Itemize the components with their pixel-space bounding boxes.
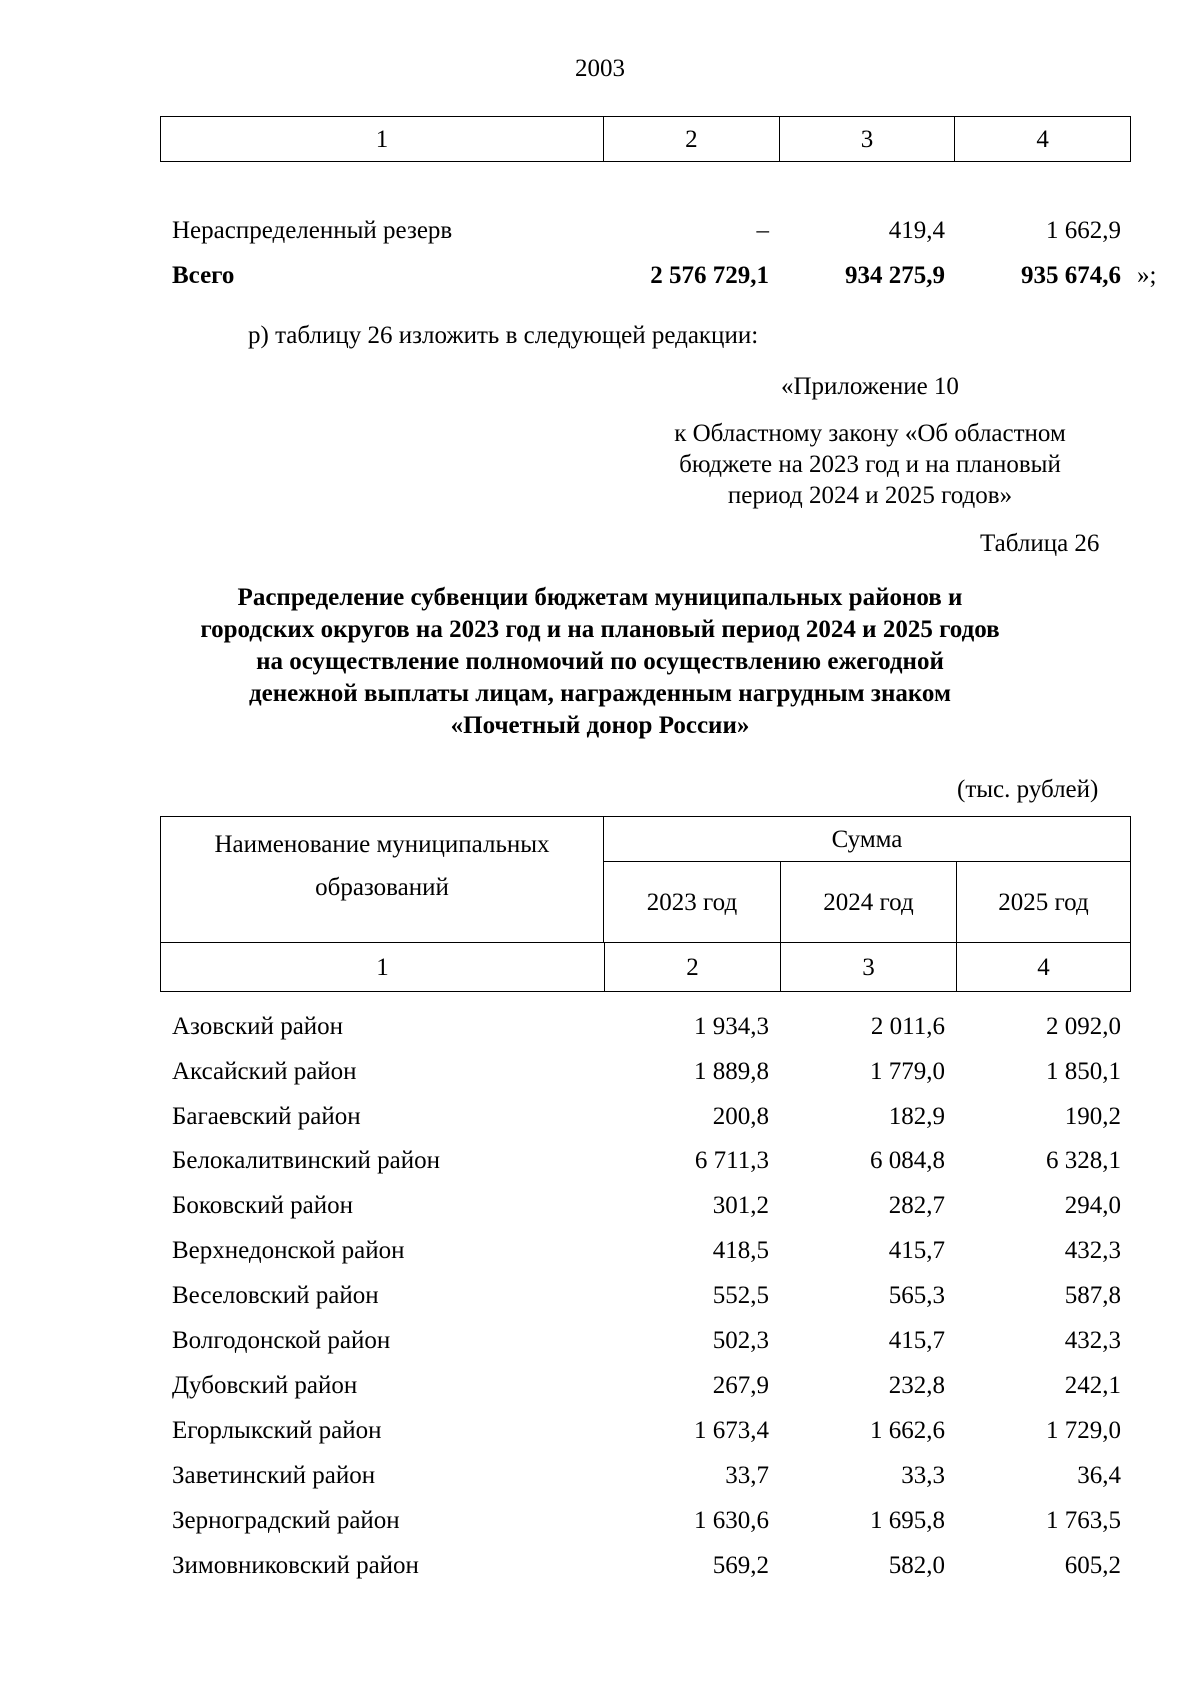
year-header-2025: 2025 год	[956, 862, 1130, 942]
value-2023: 301,2	[712, 1192, 769, 1219]
district-name: Заветинский район	[172, 1462, 376, 1489]
value-2024: 1 662,6	[870, 1417, 945, 1444]
value-2024: 2 011,6	[870, 1013, 945, 1040]
value-2024: 419,4	[888, 217, 945, 244]
district-name: Веселовский район	[172, 1282, 379, 1309]
top-column-number: 1	[375, 125, 389, 153]
law-reference-line: бюджете на 2023 год и на плановый	[679, 451, 1061, 478]
table-title-line: городских округов на 2023 год и на плановый период 2024 и 2025 годов	[200, 616, 1000, 643]
value-2025: 1 763,5	[1046, 1507, 1121, 1534]
value-2024: 282,7	[888, 1192, 945, 1219]
law-reference	[640, 418, 1100, 511]
table-row	[160, 1104, 1131, 1136]
value-2025: 36,4	[1077, 1462, 1121, 1489]
year-header-2024: 2024 год	[780, 862, 956, 942]
district-name: Азовский район	[172, 1013, 344, 1040]
column-number-row	[161, 942, 1130, 991]
value-2024: 1 695,8	[870, 1507, 945, 1534]
value-2025: 432,3	[1064, 1237, 1121, 1264]
summary-row-reserve	[160, 218, 1131, 250]
column-number: 1	[376, 953, 389, 981]
value-2025: 242,1	[1064, 1372, 1121, 1399]
district-name: Аксайский район	[172, 1058, 357, 1085]
column-number: 4	[956, 943, 1130, 991]
value-2025: 1 729,0	[1046, 1417, 1121, 1444]
value-2025: 190,2	[1064, 1103, 1121, 1130]
top-column-number: 3	[779, 117, 955, 161]
law-reference-line: период 2024 и 2025 годов»	[727, 482, 1013, 509]
table-row	[160, 1014, 1131, 1046]
district-name: Зерноградский район	[172, 1507, 400, 1534]
value-2025: 1 850,1	[1046, 1058, 1121, 1085]
value-2023: 569,2	[712, 1552, 769, 1579]
value-2023: 1 673,4	[694, 1417, 769, 1444]
table-row	[160, 1238, 1131, 1270]
table-title-line: на осуществление полномочий по осуществлению ежегодной	[256, 648, 944, 675]
value-2025: 432,3	[1064, 1327, 1121, 1354]
value-2025: 294,0	[1064, 1192, 1121, 1219]
value-2023: 1 934,3	[694, 1013, 769, 1040]
value-2024: 1 779,0	[870, 1058, 945, 1085]
table-label: Таблица 26	[980, 530, 1100, 557]
table-row	[160, 1328, 1131, 1360]
row-name: Всего	[172, 262, 235, 289]
name-header-line: образований	[315, 873, 449, 901]
table-title-line: денежной выплаты лицам, награжденным нагрудным знаком	[249, 680, 951, 707]
value-2023: 418,5	[712, 1237, 769, 1264]
summary-row-total	[160, 262, 1157, 295]
column-number: 2	[604, 943, 780, 991]
district-name: Дубовский район	[172, 1372, 358, 1399]
table-row	[160, 1373, 1131, 1405]
value-2025: 1 662,9	[1046, 217, 1121, 244]
value-2023: –	[756, 217, 769, 244]
district-name: Верхнедонской район	[172, 1237, 405, 1264]
district-name: Боковский район	[172, 1192, 353, 1219]
table-row	[160, 1463, 1131, 1495]
appendix-title: «Приложение 10	[781, 373, 959, 400]
district-name: Егорлыкский район	[172, 1417, 382, 1444]
value-2024: 33,3	[901, 1462, 945, 1489]
table-title	[0, 582, 1200, 742]
district-name: Зимовниковский район	[172, 1552, 419, 1579]
value-2024: 415,7	[888, 1237, 945, 1264]
value-2024: 582,0	[888, 1552, 945, 1579]
value-2023: 552,5	[712, 1282, 769, 1309]
name-column-header	[161, 817, 604, 942]
table-row	[160, 1148, 1131, 1180]
law-reference-line: к Областному закону «Об областном	[674, 420, 1066, 447]
table-header	[160, 816, 1131, 992]
value-2025: 587,8	[1064, 1282, 1121, 1309]
value-2024: 232,8	[888, 1372, 945, 1399]
name-header-line: Наименование муниципальных	[214, 830, 550, 858]
top-column-header	[160, 116, 1131, 162]
sum-header: Сумма	[604, 817, 1130, 862]
table-row	[160, 1553, 1131, 1585]
column-number: 3	[780, 943, 956, 991]
value-2025: 6 328,1	[1046, 1147, 1121, 1174]
value-2024: 182,9	[888, 1103, 945, 1130]
district-name: Волгодонской район	[172, 1327, 391, 1354]
top-column-number: 2	[603, 117, 779, 161]
value-2025: 2 092,0	[1046, 1013, 1121, 1040]
table-title-line: Распределение субвенции бюджетам муниципальных районов и	[237, 584, 963, 611]
value-2023: 1 889,8	[694, 1058, 769, 1085]
value-2023: 267,9	[712, 1372, 769, 1399]
value-2023: 33,7	[725, 1462, 769, 1489]
value-2025: 605,2	[1064, 1552, 1121, 1579]
value-2024: 6 084,8	[870, 1147, 945, 1174]
value-2023: 6 711,3	[694, 1147, 769, 1174]
table-title-line: «Почетный донор России»	[450, 712, 750, 739]
table-row	[160, 1283, 1131, 1315]
instruction-text: р) таблицу 26 изложить в следующей редакции:	[248, 322, 759, 349]
year-header-2023: 2023 год	[646, 888, 738, 916]
row-name: Нераспределенный резерв	[172, 217, 453, 244]
value-2023: 2 576 729,1	[650, 262, 769, 289]
value-2023: 502,3	[712, 1327, 769, 1354]
top-column-number: 4	[954, 117, 1130, 161]
table-row	[160, 1059, 1131, 1091]
value-2024: 565,3	[888, 1282, 945, 1309]
closing-quote: »;	[1137, 262, 1157, 289]
value-2023: 200,8	[712, 1103, 769, 1130]
table-row	[160, 1418, 1131, 1450]
value-2023: 1 630,6	[694, 1507, 769, 1534]
value-2024: 415,7	[888, 1327, 945, 1354]
page-number: 2003	[575, 55, 625, 82]
units-note: (тыс. рублей)	[957, 776, 1099, 803]
value-2024: 934 275,9	[845, 262, 945, 289]
table-row	[160, 1193, 1131, 1225]
table-row	[160, 1508, 1131, 1540]
district-name: Белокалитвинский район	[172, 1147, 440, 1174]
district-name: Багаевский район	[172, 1103, 361, 1130]
value-2025: 935 674,6	[1021, 262, 1121, 289]
